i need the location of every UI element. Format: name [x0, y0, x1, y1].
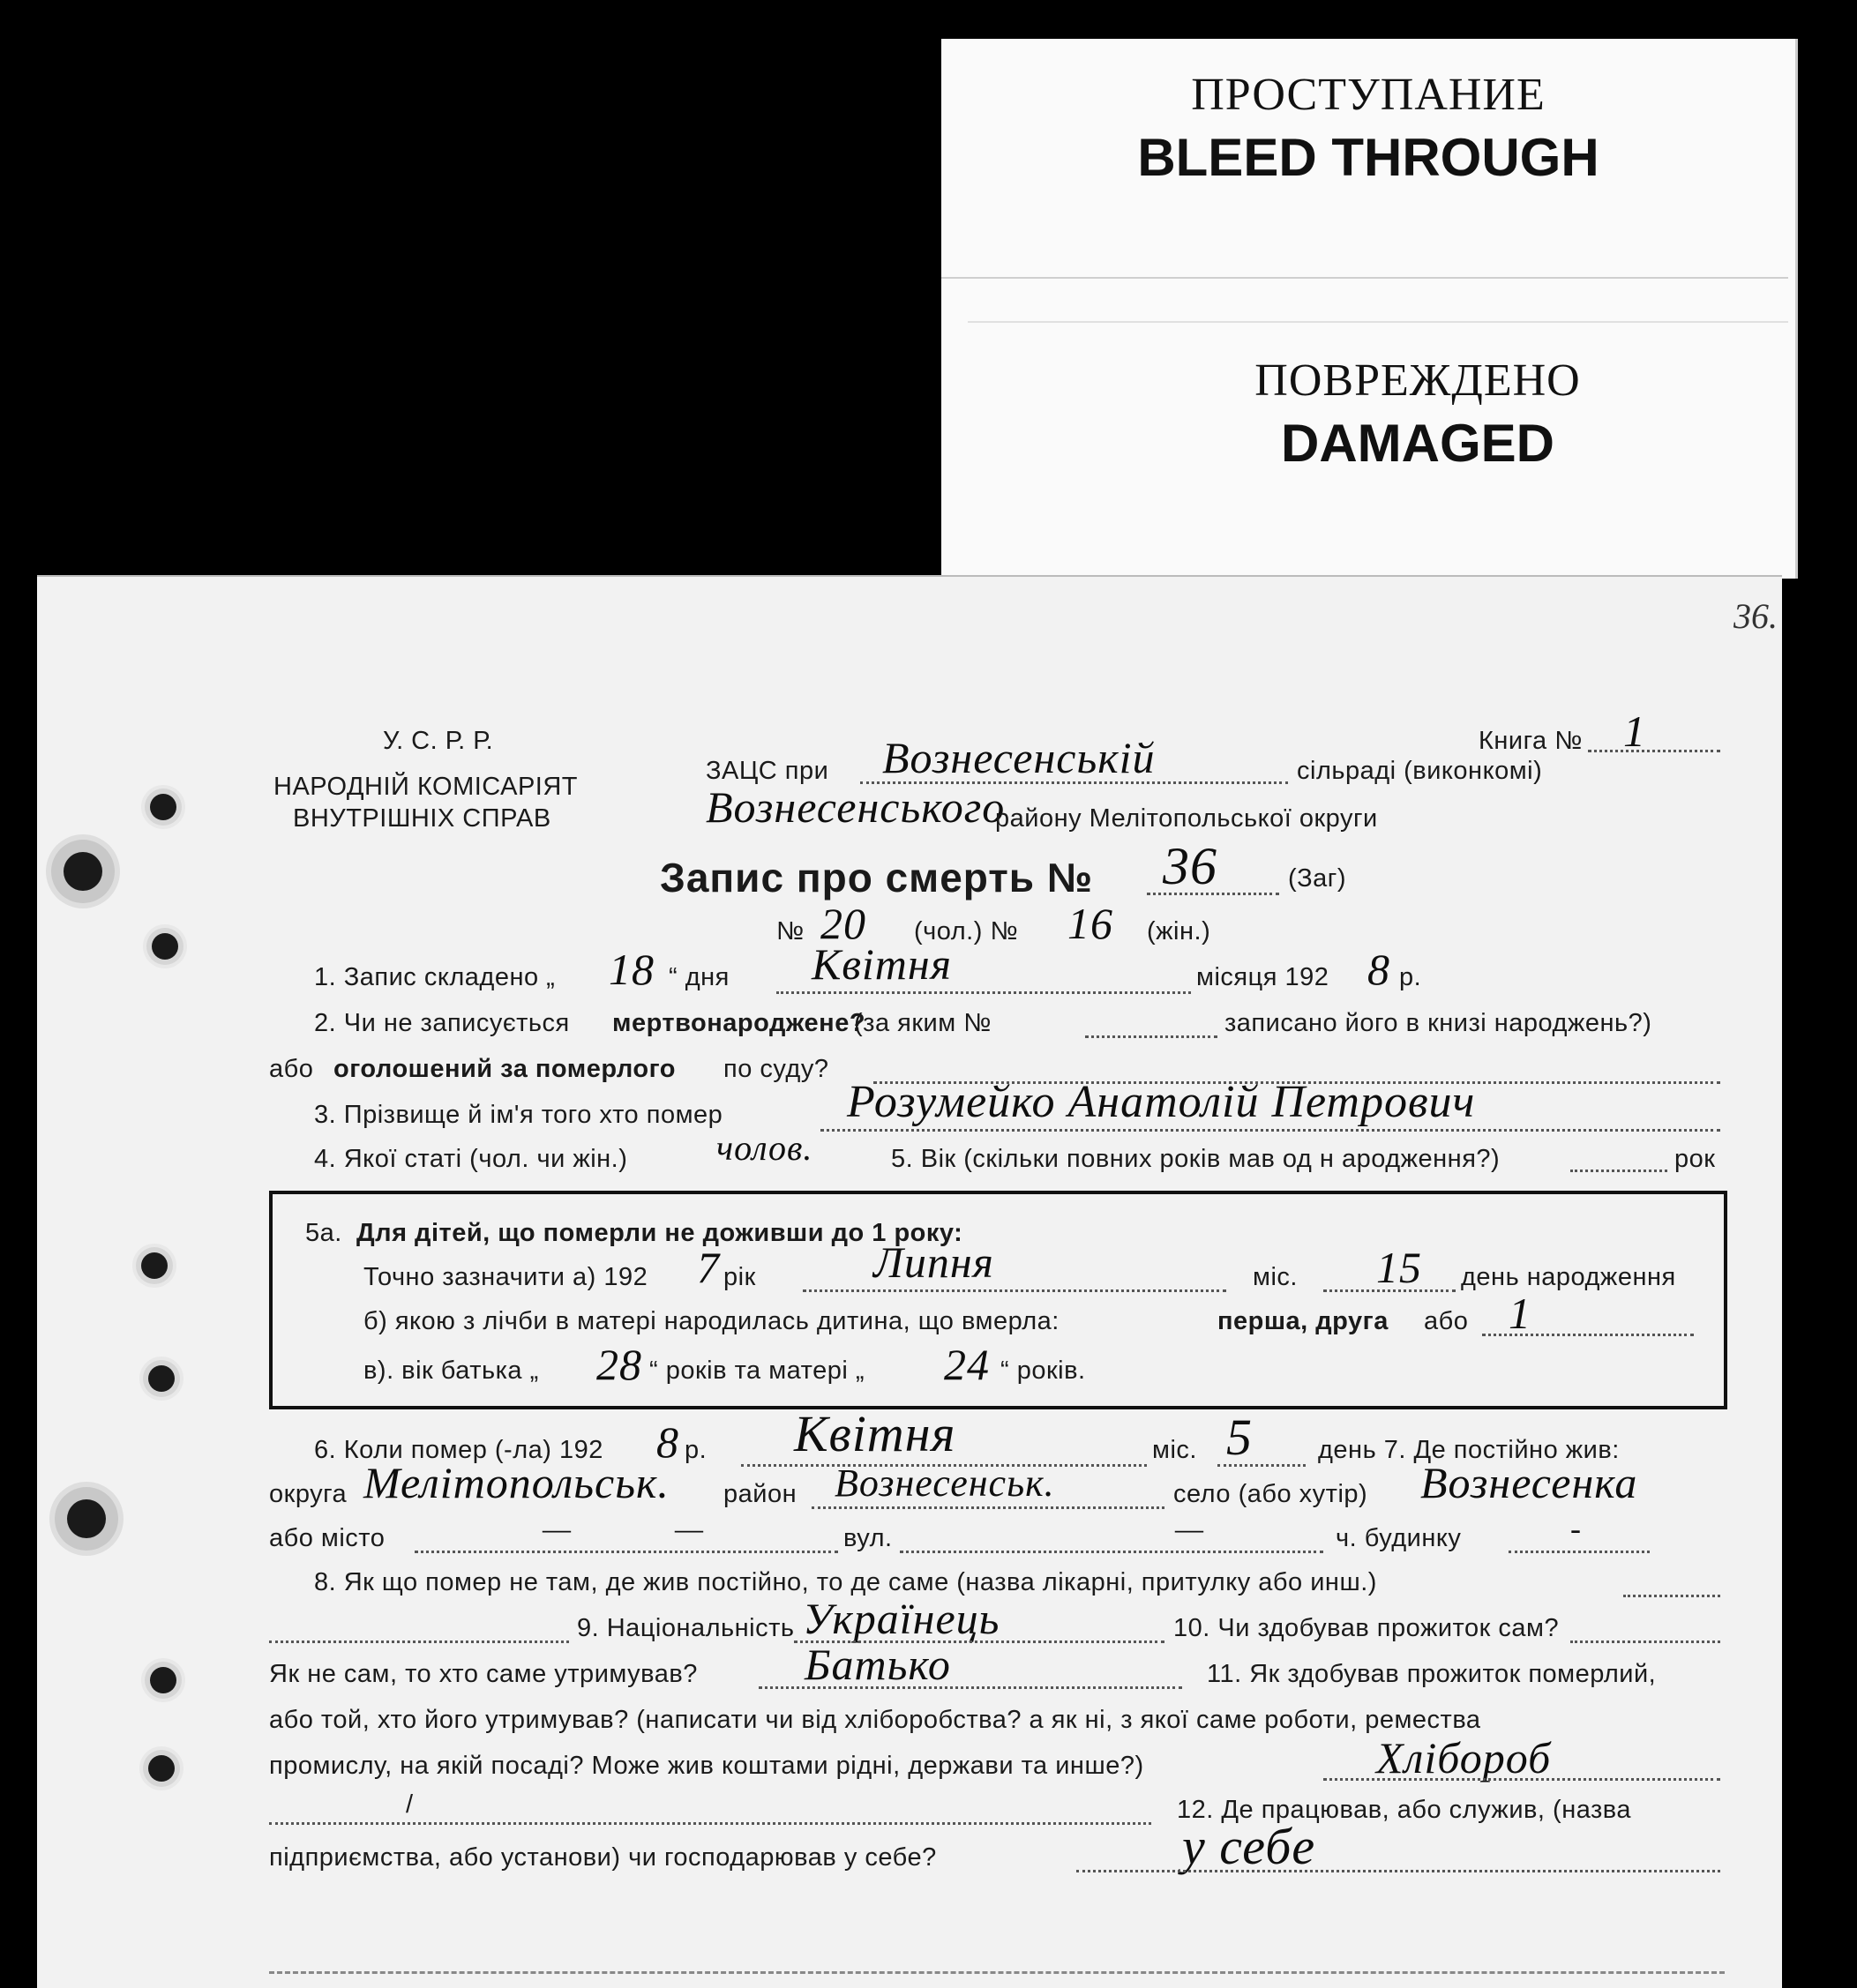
- field3-line: [820, 1129, 1720, 1132]
- field5a-a-month: Липня: [873, 1237, 994, 1287]
- field11-label: 11. Як здобував прожиток померлий,: [1207, 1660, 1657, 1688]
- notice-bleed-en: BLEED THROUGH: [1137, 128, 1599, 187]
- field5a-b-label-c: або: [1424, 1307, 1469, 1335]
- field10-line2: Як не сам, то хто саме утримував?: [269, 1660, 698, 1688]
- raion-value: Вознесенського: [706, 782, 1006, 832]
- field3-label: 3. Прізвище й ім'я того хто помер: [314, 1101, 723, 1129]
- header-usrr: У. С. Р. Р.: [383, 727, 494, 755]
- record-number: 36: [1163, 837, 1217, 895]
- zags-value: Вознесенській: [882, 733, 1156, 782]
- male-no-label: №: [776, 917, 805, 945]
- punch-hole: [150, 1667, 176, 1693]
- field1-end: р.: [1399, 963, 1422, 991]
- record-zag-label: (Заг): [1288, 864, 1347, 893]
- field5a-a-month-line: [803, 1289, 1226, 1292]
- raion-label: району Мелітопольської округи: [995, 804, 1378, 833]
- field5-label: 5. Вік (скільки повних років мав од н ародження?): [891, 1145, 1501, 1173]
- field6-end: день 7. Де постійно жив:: [1318, 1436, 1620, 1464]
- field7-vul: вул.: [843, 1524, 893, 1552]
- field5-line: [1570, 1170, 1667, 1172]
- field2-label-b: мертвонароджене?: [612, 1009, 866, 1037]
- field1-label: 1. Запис складено „: [314, 963, 556, 991]
- field5a-a-year: 7: [697, 1243, 720, 1292]
- field6-month: Квітня: [794, 1405, 956, 1462]
- field6-day-line: [1217, 1464, 1306, 1467]
- field2-line2-b: оголошений за померлого: [333, 1055, 676, 1083]
- punch-hole: [148, 1365, 175, 1392]
- field12-line-pre: [269, 1822, 1151, 1825]
- field10-value-line: [759, 1686, 1182, 1689]
- field11-line: [1323, 1778, 1720, 1781]
- field5a-c-mother: 24: [944, 1340, 990, 1389]
- field12-value: у себе: [1182, 1818, 1316, 1875]
- field3-value: Розумейко Анатолій Петрович: [847, 1077, 1476, 1127]
- field5a-b-line: [1482, 1334, 1694, 1336]
- field7-misto-line: [415, 1551, 838, 1553]
- field12-line2: підприємства, або установи) чи господарював у себе?: [269, 1843, 937, 1872]
- field8-label: 8. Як що помер не там, де жив постійно, то де саме (назва лікарні, притулку або инш.): [314, 1568, 1377, 1596]
- field9-label: 9. Національність: [577, 1614, 795, 1642]
- zags-label: ЗАЦС при: [706, 757, 829, 785]
- field5a-b-label-a: б) якою з лічби в матері народилась дитина, що вмерла:: [363, 1307, 1060, 1335]
- field2-number-line: [1085, 1035, 1217, 1038]
- field5a-b-label-b: перша, друга: [1217, 1307, 1389, 1335]
- field7-raion-value: Вознесенськ.: [835, 1461, 1055, 1505]
- field7-budynok: ч. будинку: [1336, 1524, 1462, 1552]
- field4-value: чолов.: [716, 1128, 813, 1168]
- field1-month-suffix: місяця 192: [1196, 963, 1329, 991]
- notice-bleed-ru: ПРОСТУПАНИЕ: [1191, 70, 1546, 120]
- field2-line2-c: по суду?: [723, 1055, 829, 1083]
- field1-day-suffix: “ дня: [669, 963, 730, 991]
- field7-vul-value: —: [1175, 1511, 1205, 1546]
- field2-label-d: записано його в книзі народжень?): [1224, 1009, 1652, 1037]
- field6-mis: міс.: [1152, 1436, 1197, 1464]
- field6-day: 5: [1226, 1409, 1253, 1466]
- field7-okruha-value: Мелітопольськ.: [363, 1458, 670, 1507]
- bottom-line: [269, 1971, 1725, 1974]
- field1-month: Квітня: [812, 939, 952, 989]
- book-label: Книга №: [1479, 727, 1583, 755]
- field5a-a-mis: міс.: [1253, 1263, 1298, 1291]
- card-fold: [941, 277, 1788, 279]
- field11-line2: або той, хто його утримував? (написати чи від хліборобства? а як ні, з якої саме роботи, ремества: [269, 1706, 1481, 1734]
- field5a-c-label-c: “ років.: [1000, 1356, 1086, 1385]
- book-value: 1: [1623, 706, 1646, 756]
- field5a-c-father: 28: [596, 1340, 642, 1389]
- field12-mark: /: [406, 1790, 414, 1819]
- field5-end: рок: [1674, 1145, 1716, 1173]
- field5a-c-label-b: “ років та матері „: [649, 1356, 865, 1385]
- field7-vul-line: [900, 1551, 1323, 1553]
- notice-damaged-en: DAMAGED: [1281, 414, 1554, 473]
- field1-day: 18: [609, 945, 655, 994]
- field7-misto-value: —: [543, 1511, 573, 1546]
- field7-misto: або місто: [269, 1524, 386, 1552]
- field8-line: [1623, 1595, 1720, 1597]
- punch-hole: [148, 1755, 175, 1782]
- field5a-a-day-line: [1323, 1289, 1456, 1292]
- punch-hole: [150, 794, 176, 820]
- field7-okruha: округа: [269, 1480, 348, 1508]
- field7-budynok-value: -: [1570, 1511, 1582, 1546]
- field7-selo-value: Вознесенка: [1420, 1458, 1638, 1507]
- notice-damaged-ru: ПОВРЕЖДЕНО: [1254, 355, 1581, 406]
- header-commissariat: НАРОДНІЙ КОМІСАРІЯТ: [273, 773, 578, 801]
- field5a-b-value: 1: [1509, 1289, 1531, 1338]
- field11-line3: промислу, на якій посаді? Може жив коштами рідні, держави та инше?): [269, 1752, 1144, 1780]
- field7-raion: район: [723, 1480, 797, 1508]
- book-line: [1588, 750, 1720, 752]
- field5a-c-label-a: в). вік батька „: [363, 1356, 539, 1385]
- female-number: 16: [1067, 899, 1113, 948]
- field1-year: 8: [1367, 945, 1390, 994]
- punch-hole: [152, 933, 178, 960]
- field2-line2-a: або: [269, 1055, 314, 1083]
- field10-label: 10. Чи здобував прожиток сам?: [1173, 1614, 1560, 1642]
- record-number-line: [1147, 893, 1279, 895]
- field11-value: Хлібороб: [1376, 1733, 1552, 1782]
- field2-label-a: 2. Чи не записується: [314, 1009, 570, 1037]
- card-fold-2: [968, 321, 1788, 323]
- notice-card: [941, 39, 1798, 579]
- male-label: (чол.) №: [914, 917, 1019, 945]
- field5a-title: Для дітей, що померли не доживши до 1 року:: [356, 1219, 963, 1247]
- page-number-mark: 36.: [1733, 596, 1778, 636]
- field4-label: 4. Якої статі (чол. чи жін.): [314, 1145, 628, 1173]
- field7-raion-line: [812, 1506, 1164, 1509]
- field10-line: [1570, 1640, 1720, 1643]
- punch-hole: [64, 852, 102, 891]
- field8-line2: [269, 1640, 569, 1643]
- field12-label: 12. Де працював, або служив, (назва: [1177, 1796, 1632, 1824]
- field7-selo: село (або хутір): [1173, 1480, 1368, 1508]
- field6-r: р.: [685, 1436, 708, 1464]
- field12-value-line: [1076, 1870, 1720, 1872]
- field7-vul-dash: —: [675, 1511, 705, 1546]
- field9-value: Українець: [803, 1594, 1000, 1643]
- punch-hole: [67, 1499, 106, 1538]
- field2-label-c: (за яким №: [854, 1009, 992, 1037]
- field6-label: 6. Коли помер (-ла) 192: [314, 1436, 603, 1464]
- record-title: Запис про смерть №: [660, 855, 1094, 901]
- field1-month-line: [776, 991, 1191, 994]
- male-number: 20: [820, 899, 866, 948]
- field7-budynok-line: [1509, 1551, 1650, 1553]
- council-label: сільраді (виконкомі): [1297, 757, 1543, 785]
- field5a-a-end: день народження: [1461, 1263, 1676, 1291]
- punch-hole: [141, 1252, 168, 1279]
- header-internal-affairs: ВНУТРІШНІХ СПРАВ: [293, 804, 551, 833]
- field6-year: 8: [656, 1417, 679, 1467]
- field5a-a-rik: рік: [723, 1263, 756, 1291]
- field5a-a-label: Точно зазначити а) 192: [363, 1263, 648, 1291]
- field10-value: Батько: [805, 1640, 951, 1689]
- field5a-a-day: 15: [1376, 1243, 1422, 1292]
- field5a-label: 5а.: [305, 1219, 342, 1247]
- female-label: (жін.): [1147, 917, 1211, 945]
